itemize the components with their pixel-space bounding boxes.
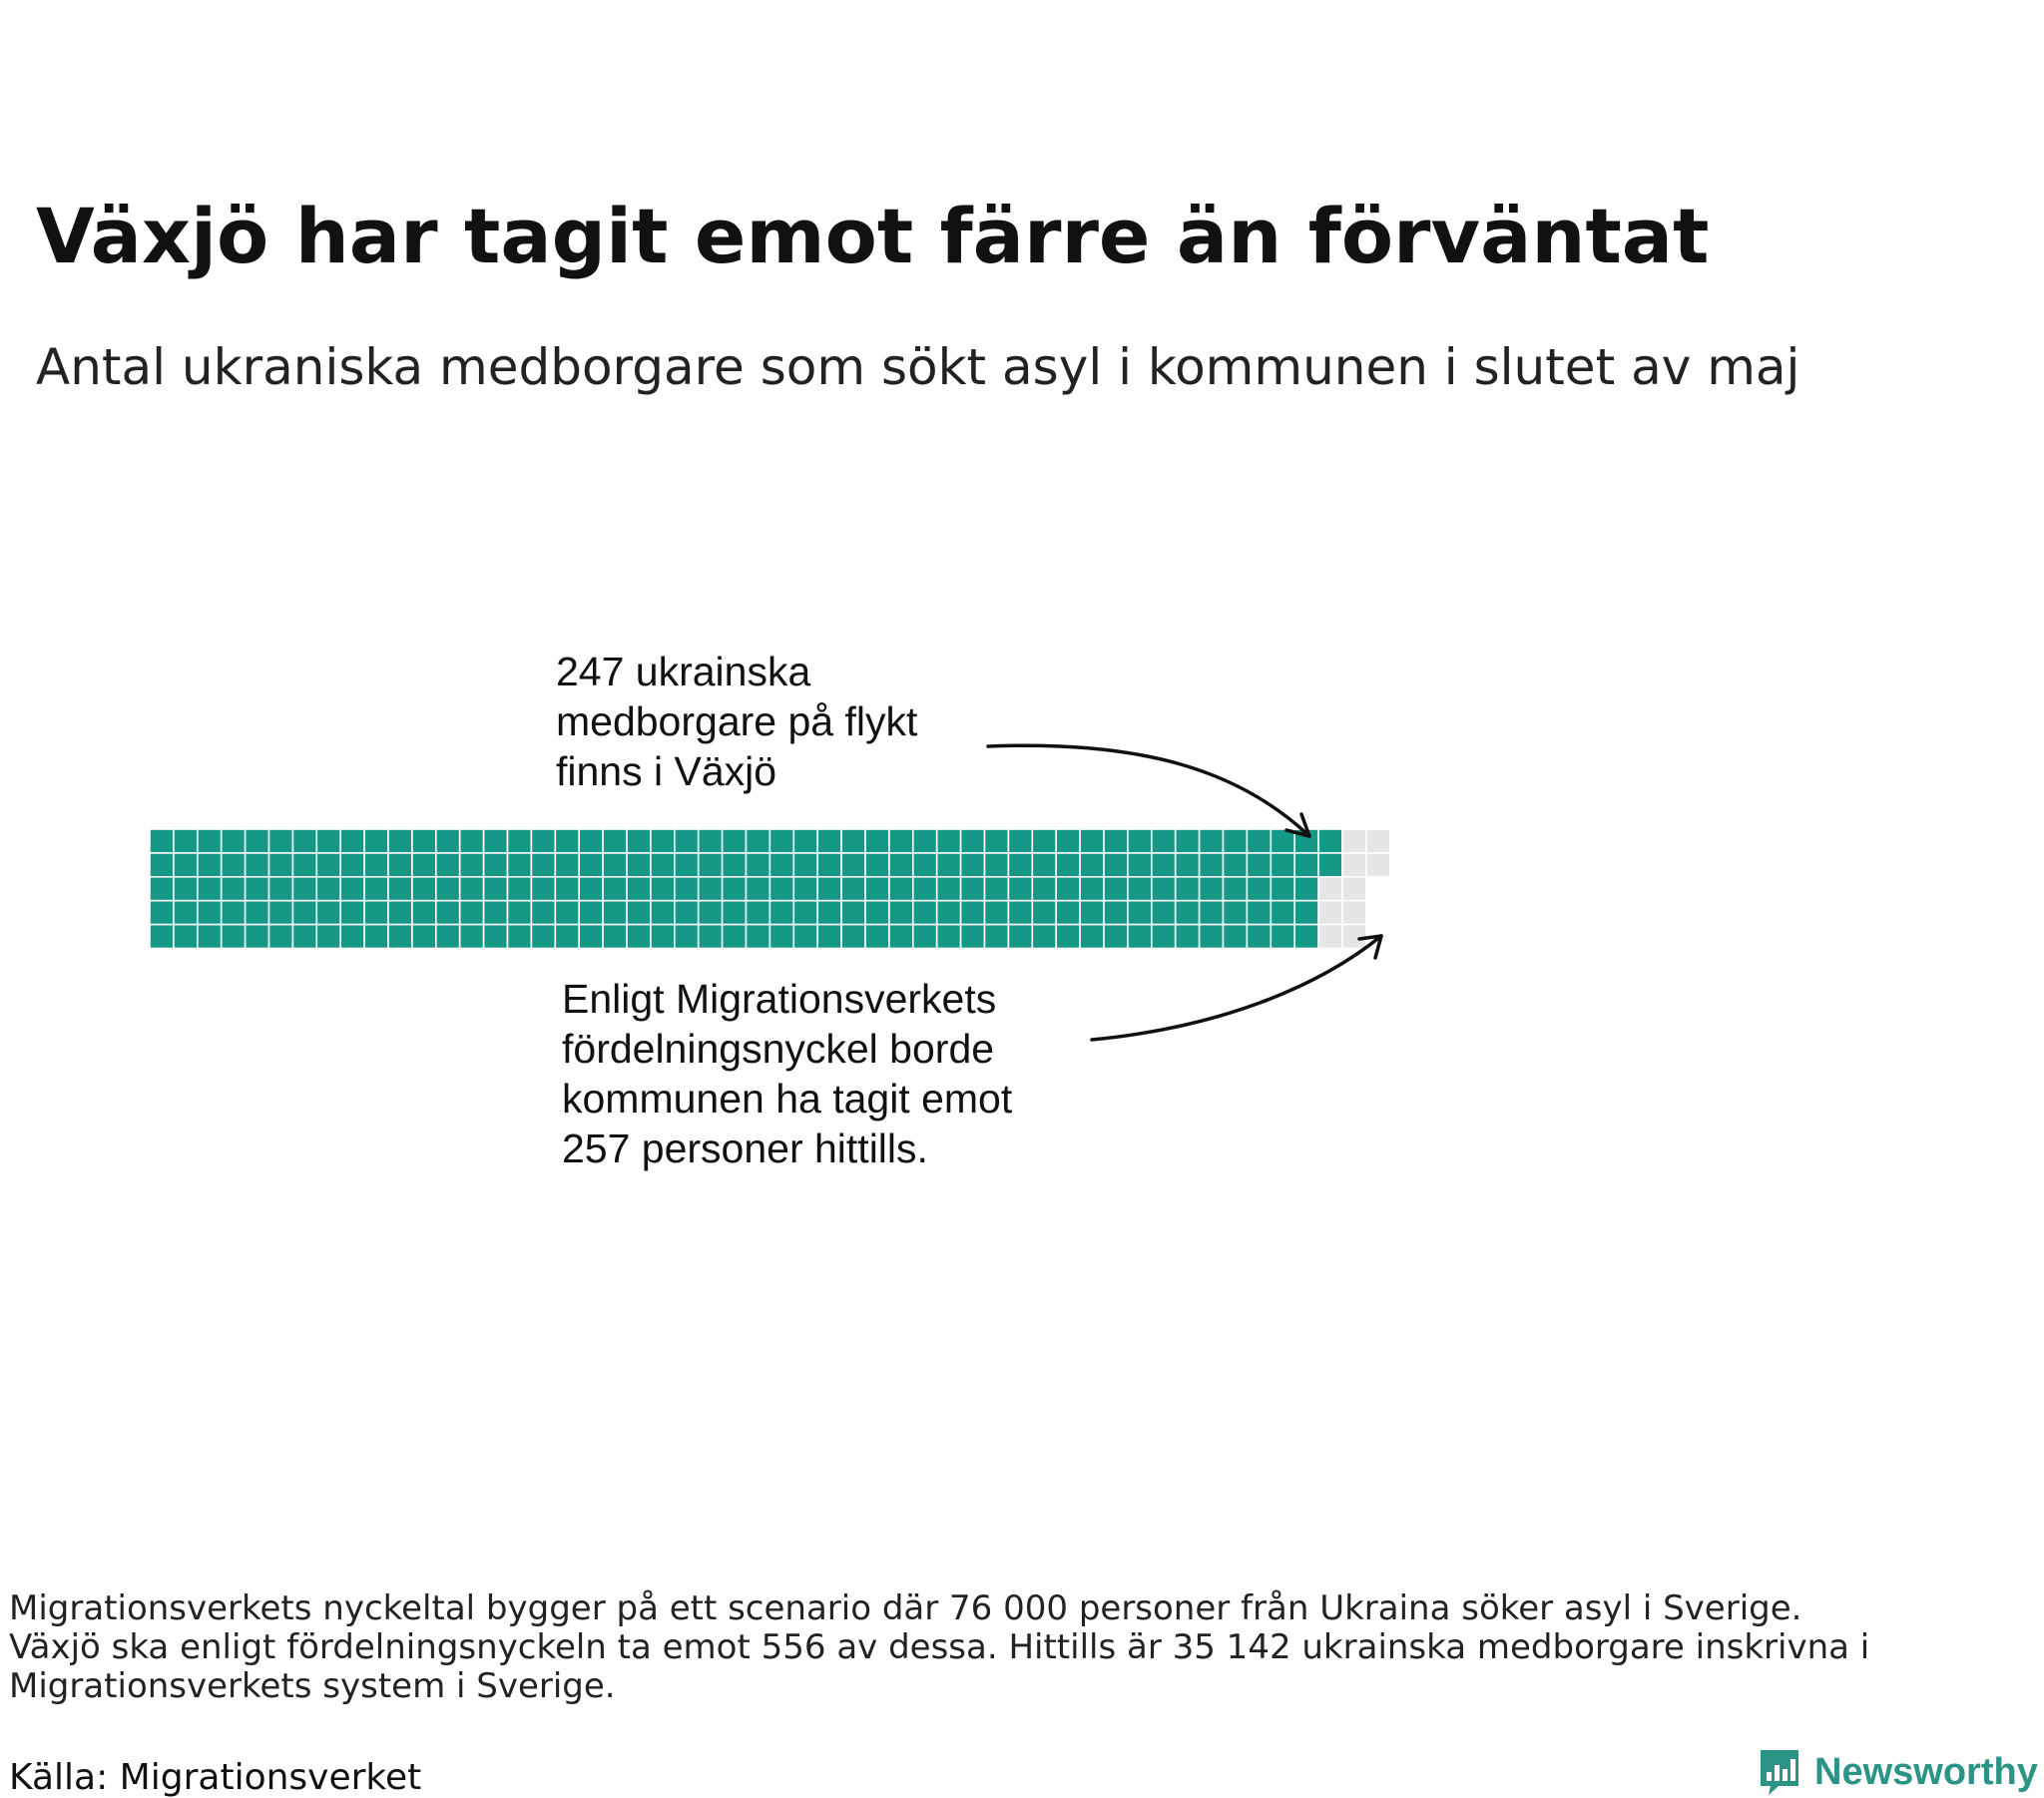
waffle-cell-actual [1056,925,1080,949]
waffle-cell-actual [723,829,747,853]
waffle-cell-actual [865,853,889,877]
waffle-cell-actual [246,901,269,925]
waffle-cell-actual [1176,829,1200,853]
waffle-cell-actual [841,901,865,925]
waffle-cell-actual [340,853,364,877]
waffle-cell-actual [1080,853,1104,877]
waffle-cell-actual [1176,925,1200,949]
waffle-cell-actual [460,829,484,853]
waffle-cell-actual [769,877,793,901]
waffle-cell-actual [292,877,316,901]
waffle-cell-actual [793,901,817,925]
waffle-cell-actual [793,925,817,949]
waffle-cell-actual [1008,877,1032,901]
waffle-cell-actual [1152,853,1176,877]
waffle-cell-actual [793,877,817,901]
waffle-cell-actual [269,925,293,949]
waffle-cell-actual [651,925,675,949]
waffle-cell-actual [889,925,913,949]
waffle-cell-actual [1247,901,1271,925]
waffle-cell-actual [198,853,222,877]
waffle-cell-actual [292,829,316,853]
waffle-cell-actual [436,829,460,853]
waffle-cell-actual [484,877,508,901]
waffle-cell-actual [865,829,889,853]
waffle-cell-actual [1294,853,1318,877]
waffle-cell-actual [913,829,937,853]
waffle-cell-actual [316,901,340,925]
waffle-cell-actual [1152,925,1176,949]
footnote-line-3: Migrationsverkets system i Sverige. [9,1666,616,1706]
waffle-cell-actual [1128,901,1152,925]
annotation-expected [562,976,1024,1171]
waffle-cell-actual [675,901,699,925]
waffle-cell-actual [1224,853,1248,877]
waffle-cell-actual [1247,853,1271,877]
waffle-cell-actual [340,877,364,901]
waffle-cell-actual [985,853,1009,877]
waffle-cell-actual [388,925,412,949]
waffle-cell-actual [269,853,293,877]
waffle-cell-actual [913,853,937,877]
footnote [9,1589,1995,1706]
waffle-cell-expected [1318,901,1342,925]
waffle-cell-actual [316,877,340,901]
waffle-cell-actual [865,901,889,925]
annotation-expected-line-1: Enligt Migrationsverkets [562,976,997,1022]
waffle-cell-actual [1056,853,1080,877]
waffle-cell-actual [651,901,675,925]
waffle-cell-actual [723,877,747,901]
waffle-cell-actual [769,925,793,949]
waffle-cell-actual [651,877,675,901]
waffle-cell-actual [747,901,770,925]
brand-logo [1759,1748,2038,1796]
waffle-cell-actual [388,901,412,925]
waffle-cell-actual [412,925,436,949]
waffle-cell-actual [340,901,364,925]
waffle-cell-actual [364,829,388,853]
page-subtitle: Antal ukraniska medborgare som sökt asyl i kommunen i slutet av maj [36,338,1800,396]
waffle-cell-actual [316,853,340,877]
waffle-cell-actual [985,901,1009,925]
waffle-cell-actual [436,877,460,901]
waffle-cell-actual [555,901,579,925]
waffle-cell-actual [292,901,316,925]
waffle-cell-actual [1318,829,1342,853]
waffle-cell-actual [1318,853,1342,877]
waffle-cell-actual [769,853,793,877]
waffle-cell-actual [913,877,937,901]
waffle-cell-actual [985,925,1009,949]
waffle-cell-actual [817,829,841,853]
waffle-cell-actual [889,853,913,877]
waffle-cell-actual [937,829,961,853]
page-title: Växjö har tagit emot färre än förväntat [36,192,1710,280]
waffle-cell-actual [579,853,603,877]
waffle-cell-actual [627,829,651,853]
bar-chart-speech-bubble-icon [1759,1748,1800,1796]
waffle-cell-actual [603,877,627,901]
waffle-cell-actual [531,925,555,949]
waffle-cell-actual [747,925,770,949]
waffle-cell-actual [841,829,865,853]
waffle-cell-actual [1032,853,1056,877]
waffle-cell-actual [937,877,961,901]
waffle-cell-actual [675,877,699,901]
waffle-cell-actual [269,901,293,925]
waffle-cell-actual [531,901,555,925]
waffle-grid [150,829,1390,949]
waffle-cell-actual [292,853,316,877]
waffle-cell-actual [292,925,316,949]
waffle-cell-actual [198,901,222,925]
waffle-cell-actual [150,853,174,877]
waffle-cell-actual [1008,925,1032,949]
waffle-cell-actual [198,829,222,853]
waffle-cell-actual [1271,925,1294,949]
waffle-cell-actual [1152,901,1176,925]
waffle-cell-expected [1342,901,1366,925]
waffle-cell-actual [340,925,364,949]
footnote-line-2: Växjö ska enligt fördelningsnyckeln ta emot 556 av dessa. Hittills är 35 142 ukrainska medborgare inskrivna i [9,1627,1870,1667]
waffle-cell-actual [627,901,651,925]
annotation-actual-arrow [988,745,1309,836]
waffle-cell-actual [675,829,699,853]
waffle-cell-actual [699,901,723,925]
waffle-cell-actual [531,877,555,901]
waffle-cell-actual [961,925,985,949]
waffle-cell-actual [985,829,1009,853]
waffle-cell-actual [1294,901,1318,925]
waffle-cell-actual [579,925,603,949]
waffle-cell-actual [675,853,699,877]
waffle-cell-expected [1342,853,1366,877]
waffle-cell-actual [508,901,532,925]
waffle-cell-actual [222,877,246,901]
waffle-cell-actual [531,829,555,853]
waffle-cell-actual [699,877,723,901]
waffle-cell-actual [1032,901,1056,925]
annotation-expected-line-2: fördelningsnyckel borde [562,1026,995,1072]
waffle-cell-actual [913,901,937,925]
waffle-cell-actual [841,853,865,877]
waffle-cell-actual [412,853,436,877]
waffle-cell-actual [531,853,555,877]
annotation-actual-line-3: finns i Växjö [556,748,777,794]
waffle-cell-expected [1342,829,1366,853]
waffle-cell-actual [651,829,675,853]
waffle-cell-actual [316,925,340,949]
waffle-cell-actual [1224,925,1248,949]
waffle-cell-actual [508,877,532,901]
waffle-cell-actual [723,925,747,949]
waffle-cell-actual [364,877,388,901]
waffle-cell-actual [1247,877,1271,901]
brand-name: Newsworthy [1814,1750,2038,1793]
source-note: Källa: Migrationsverket [9,1757,422,1798]
waffle-cell-actual [1152,829,1176,853]
waffle-cell-actual [364,853,388,877]
waffle-cell-actual [174,877,198,901]
waffle-cell-actual [1080,925,1104,949]
waffle-cell-actual [1200,925,1224,949]
waffle-cell-actual [1294,925,1318,949]
waffle-cell-actual [555,853,579,877]
waffle-cell-actual [889,877,913,901]
waffle-cell-actual [436,925,460,949]
waffle-cell-actual [1032,925,1056,949]
waffle-cell-actual [1104,877,1128,901]
waffle-cell-actual [198,925,222,949]
waffle-cell-actual [1008,901,1032,925]
waffle-cell-actual [460,925,484,949]
waffle-cell-actual [961,901,985,925]
waffle-cell-actual [747,853,770,877]
waffle-cell-actual [174,853,198,877]
waffle-cell-actual [1200,853,1224,877]
annotation-actual-line-2: medborgare på flykt [556,698,918,744]
waffle-cell-actual [246,925,269,949]
waffle-cell-expected [1366,853,1390,877]
waffle-cell-actual [1224,901,1248,925]
waffle-cell-actual [1176,877,1200,901]
waffle-cell-actual [484,925,508,949]
waffle-cell-actual [460,901,484,925]
waffle-cell-actual [937,901,961,925]
waffle-cell-actual [889,829,913,853]
waffle-cell-actual [627,877,651,901]
waffle-cell-actual [340,829,364,853]
waffle-cell-actual [269,877,293,901]
waffle-cell-actual [150,925,174,949]
waffle-cell-actual [603,853,627,877]
waffle-cell-actual [174,901,198,925]
waffle-cell-actual [436,853,460,877]
waffle-cell-actual [412,877,436,901]
waffle-cell-actual [1032,877,1056,901]
waffle-cell-actual [1032,829,1056,853]
waffle-cell-actual [793,829,817,853]
waffle-cell-actual [460,877,484,901]
waffle-cell-actual [769,829,793,853]
waffle-cell-actual [412,901,436,925]
waffle-cell-actual [1271,853,1294,877]
waffle-cell-actual [747,877,770,901]
waffle-cell-actual [817,877,841,901]
waffle-cell-actual [961,853,985,877]
waffle-cell-actual [508,853,532,877]
annotation-actual [556,649,929,794]
waffle-cell-actual [627,853,651,877]
waffle-cell-actual [150,829,174,853]
waffle-cell-actual [246,853,269,877]
waffle-cell-actual [1200,901,1224,925]
waffle-cell-actual [699,853,723,877]
waffle-cell-actual [1056,877,1080,901]
footnote-line-1: Migrationsverkets nyckeltal bygger på ett scenario där 76 000 personer från Ukraina söker asyl i Sverige. [9,1588,1802,1628]
waffle-cell-actual [460,853,484,877]
waffle-cell-actual [1128,829,1152,853]
waffle-cell-actual [865,877,889,901]
waffle-cell-actual [388,829,412,853]
waffle-cell-actual [222,901,246,925]
waffle-cell-actual [793,853,817,877]
waffle-cell-actual [316,829,340,853]
waffle-cell-actual [388,877,412,901]
waffle-cell-expected [1366,829,1390,853]
waffle-cell-actual [1056,829,1080,853]
waffle-cell-actual [889,901,913,925]
waffle-cell-actual [1152,877,1176,901]
waffle-cell-expected [1318,925,1342,949]
waffle-cell-actual [484,853,508,877]
waffle-cell-actual [1224,829,1248,853]
waffle-cell-actual [1247,829,1271,853]
waffle-cell-actual [1200,877,1224,901]
waffle-cell-actual [1128,877,1152,901]
waffle-cell-actual [723,901,747,925]
waffle-cell-actual [961,877,985,901]
waffle-cell-actual [1080,877,1104,901]
waffle-cell-actual [388,853,412,877]
waffle-cell-actual [603,901,627,925]
annotation-expected-line-4: 257 personer hittills. [562,1125,928,1171]
waffle-cell-actual [817,925,841,949]
waffle-cell-actual [198,877,222,901]
waffle-cell-actual [222,829,246,853]
waffle-cell-actual [1271,877,1294,901]
waffle-cell-actual [484,901,508,925]
waffle-cell-actual [1104,853,1128,877]
waffle-cell-actual [436,901,460,925]
waffle-cell-actual [627,925,651,949]
waffle-cell-actual [769,901,793,925]
waffle-cell-actual [913,925,937,949]
waffle-cell-actual [1176,901,1200,925]
waffle-cell-actual [174,925,198,949]
waffle-cell-actual [699,829,723,853]
waffle-cell-actual [150,877,174,901]
waffle-cell-actual [508,925,532,949]
waffle-cell-actual [817,853,841,877]
waffle-cell-actual [961,829,985,853]
waffle-cell-actual [1271,901,1294,925]
waffle-cell-actual [723,853,747,877]
waffle-cell-actual [246,829,269,853]
waffle-cell-actual [1080,901,1104,925]
waffle-cell-actual [865,925,889,949]
waffle-cell-actual [222,853,246,877]
waffle-cell-expected [1318,877,1342,901]
waffle-cell-actual [555,877,579,901]
waffle-cell-actual [364,925,388,949]
waffle-cell-actual [937,853,961,877]
waffle-cell-actual [1056,901,1080,925]
waffle-cell-actual [603,925,627,949]
waffle-cell-actual [412,829,436,853]
waffle-cell-expected [1342,877,1366,901]
waffle-cell-actual [222,925,246,949]
waffle-cell-actual [1128,853,1152,877]
waffle-cell-actual [246,877,269,901]
waffle-cell-actual [508,829,532,853]
waffle-cell-actual [1104,925,1128,949]
waffle-cell-actual [364,901,388,925]
waffle-cell-actual [699,925,723,949]
waffle-cell-actual [675,925,699,949]
waffle-cell-actual [747,829,770,853]
waffle-cell-actual [579,877,603,901]
annotation-expected-line-3: kommunen ha tagit emot [562,1076,1013,1122]
waffle-cell-actual [1128,925,1152,949]
waffle-cell-actual [651,853,675,877]
waffle-cell-actual [1080,829,1104,853]
waffle-cell-expected [1342,925,1366,949]
waffle-cell-actual [150,901,174,925]
waffle-cell-actual [1247,925,1271,949]
waffle-cell-actual [1104,901,1128,925]
waffle-cell-actual [1224,877,1248,901]
waffle-cell-actual [841,877,865,901]
waffle-cell-actual [985,877,1009,901]
waffle-cell-actual [1104,829,1128,853]
waffle-cell-actual [1176,853,1200,877]
waffle-cell-actual [603,829,627,853]
waffle-cell-actual [174,829,198,853]
waffle-cell-actual [579,829,603,853]
waffle-cell-actual [1200,829,1224,853]
waffle-cell-actual [1008,853,1032,877]
annotation-expected-arrow [1092,936,1381,1040]
waffle-cell-actual [555,829,579,853]
waffle-cell-actual [841,925,865,949]
waffle-cell-actual [937,925,961,949]
waffle-cell-actual [555,925,579,949]
waffle-cell-actual [579,901,603,925]
waffle-cell-actual [1008,829,1032,853]
waffle-cell-actual [484,829,508,853]
annotation-actual-line-1: 247 ukrainska [556,649,811,694]
waffle-cell-actual [269,829,293,853]
waffle-cell-actual [817,901,841,925]
waffle-cell-actual [1294,877,1318,901]
